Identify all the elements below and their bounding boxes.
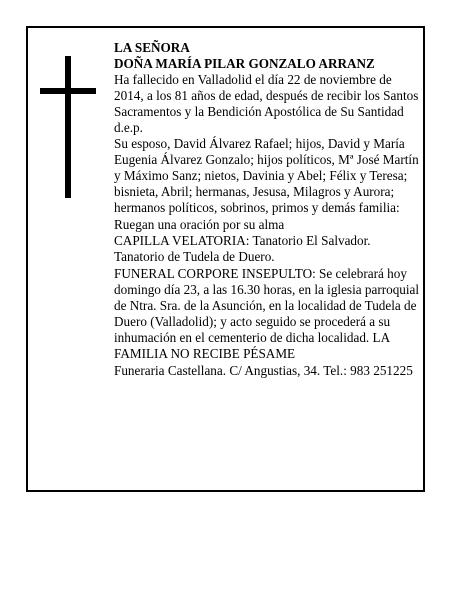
family-list: Su esposo, David Álvarez Rafael; hijos, David y María Eugenia Álvarez Gonzalo; hijos políticos, Mª José Martín y Máximo Sanz; nietos, Davinia y Abel; Félix y Teresa; bisnieta, Abril; hermanas, Jesusa, Milagros y Aurora; hermanos políticos, sobrinos, primos y demás familia:: [114, 136, 419, 215]
notice-heading: LA SEÑORA: [114, 40, 190, 55]
obituary-frame: [26, 26, 425, 492]
cross-icon: [40, 56, 96, 198]
funeral-info: FUNERAL CORPORE INSEPULTO: Se celebrará hoy domingo día 23, a las 16.30 horas, en la iglesia parroquial de Ntra. Sra. de la Asunción, en la localidad de Tudela de Duero (Valladolid); y acto seguido se procederá a su inhumación en el cementerio de dicha localidad. LA FAMILIA NO RECIBE PÉSAME: [114, 266, 420, 361]
chapel-info: CAPILLA VELATORIA: Tanatorio El Salvador. Tanatorio de Tudela de Duero.: [114, 233, 371, 264]
prayer-request: Ruegan una oración por su alma: [114, 217, 285, 232]
cross-vertical-bar: [65, 56, 71, 198]
deceased-name: DOÑA MARÍA PILAR GONZALO ARRANZ: [114, 56, 375, 71]
cross-horizontal-bar: [40, 88, 96, 94]
death-announcement: Ha fallecido en Valladolid el día 22 de noviembre de 2014, a los 81 años de edad, después de recibir los Santos Sacramentos y la Bendición Apostólica de Su Santidad: [114, 72, 419, 119]
funeral-home-info: Funeraria Castellana. C/ Angustias, 34. Tel.: 983 251225: [114, 363, 413, 378]
obituary-text: [114, 40, 422, 379]
dep-text: d.e.p.: [114, 120, 143, 135]
